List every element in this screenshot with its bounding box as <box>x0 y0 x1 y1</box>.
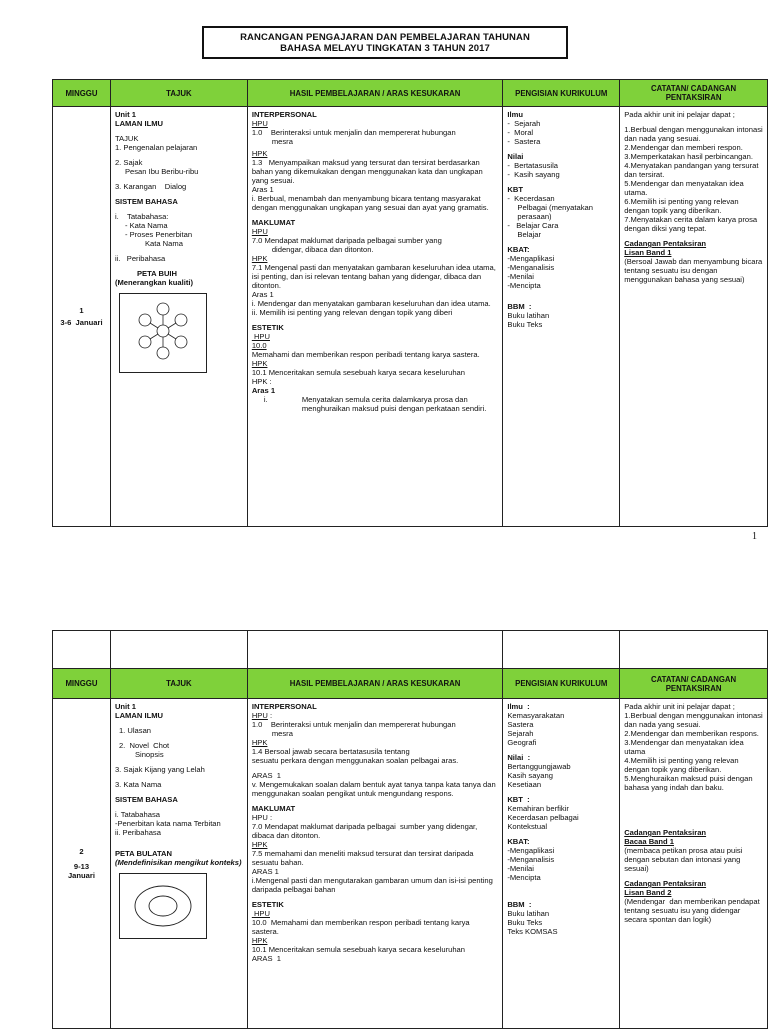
catatan-item: 7.Menyatakan cerita dalam karya prosa dengan diksi yang tepat. <box>624 215 760 233</box>
nilai-heading: Nilai <box>507 152 524 161</box>
ilmu-item: Sejarah <box>507 729 534 738</box>
aras-item <box>252 395 499 413</box>
catatan-item: 2.Mendengar dan memberi respon. <box>624 143 743 152</box>
tajuk-label: TAJUK <box>114 134 139 143</box>
kbat-heading: KBAT: <box>507 245 530 254</box>
nilai-item: Bertanggungjawab <box>507 762 571 771</box>
kbt-item: Kemahiran berfikir <box>507 804 569 813</box>
hpk-text: 7.5 memahami dan meneliti maksud tersurat dan tersirat daripada sesuatu bahan. <box>251 849 476 867</box>
sistem-item: ii. Peribahasa <box>114 828 161 837</box>
document-title-box <box>202 26 568 59</box>
sistem-item: Kata Nama <box>144 239 183 248</box>
kbt-heading: KBT : <box>507 795 530 804</box>
hpu-text: 7.0 Mendapat maklumat daripada pelbagai sumber yang <box>251 236 442 245</box>
hpu-text: 10.0 Memahami dan memberikan respon peribadi tentang karya sastera. <box>251 918 472 936</box>
bubble-map-diagram <box>119 293 207 373</box>
week-number: 1 <box>79 306 84 315</box>
blank-cell <box>247 631 503 669</box>
aras-label: ARAS 1 <box>251 867 279 876</box>
hpk-label: HPK <box>251 149 268 158</box>
table-header-row <box>53 80 768 107</box>
blank-cell <box>53 631 111 669</box>
kbat-item: -Mencipta <box>507 281 541 290</box>
blank-cell <box>110 631 247 669</box>
kbt-item: - Kecerdasan <box>507 194 555 203</box>
week-date: Januari <box>67 871 95 880</box>
nilai-heading: Nilai : <box>507 753 531 762</box>
interpersonal-heading: INTERPERSONAL <box>251 110 317 119</box>
sistem-bahasa-heading: SISTEM BAHASA <box>114 197 178 206</box>
tajuk-item: 3. Sajak Kijang yang Lelah <box>114 765 205 774</box>
hpk-text: 1.4 Bersoal jawab secara bertatasusila tentang <box>251 747 410 756</box>
lisan-band: Lisan Band 2 <box>624 888 672 897</box>
ilmu-item: Geografi <box>507 738 537 747</box>
blank-cell <box>620 631 768 669</box>
header-hasil: HASIL PEMBELAJARAN / ARAS KESUKARAN <box>247 669 503 699</box>
peta-heading: PETA BULATAN <box>114 849 173 858</box>
header-catatan: CATATAN/ CADANGAN PENTAKSIRAN <box>620 669 768 699</box>
lisan-text: (Bersoal Jawab dan menyambung bicara tentang sesuatu isu dengan menggunakan bahasa yang sesuai) <box>624 257 765 284</box>
bbm-item: Teks KOMSAS <box>507 927 558 936</box>
hpu-text: 1.0 Berinteraksi untuk menjalin dan mempererat hubungan <box>251 720 456 729</box>
hpu-text: mesra <box>271 137 293 146</box>
kbt-item: Belajar <box>517 230 542 239</box>
hpu-label: HPU : <box>251 813 273 822</box>
rpt-table-week-2 <box>52 630 768 1029</box>
aras-label: ARAS 1 <box>251 771 281 780</box>
bacaan-band: Bacaa Band 1 <box>624 837 675 846</box>
kbat-item: -Mengaplikasi <box>507 846 555 855</box>
aras-marker: i. <box>263 395 268 404</box>
hpu-label: HPU <box>251 711 268 720</box>
lisan-band: Lisan Band 1 <box>624 248 672 257</box>
header-catatan: CATATAN/ CADANGAN PENTAKSIRAN <box>620 80 768 107</box>
kbat-item: -Mengaplikasi <box>507 254 555 263</box>
kbt-heading: KBT <box>507 185 523 194</box>
aras-text: ii. Memilih isi penting yang relevan dengan topik yang diberi <box>251 308 453 317</box>
ilmu-heading: Ilmu <box>507 110 523 119</box>
bbm-item: Buku Teks <box>507 320 543 329</box>
hpk-label: HPK : <box>251 377 272 386</box>
catatan-intro: Pada akhir unit ini pelajar dapat ; <box>624 110 735 119</box>
catatan-item: 3.Memperkatakan hasil perbincangan. <box>624 152 753 161</box>
unit-title: LAMAN ILMU <box>114 119 164 128</box>
hpk-label: HPK <box>251 840 268 849</box>
header-minggu: MINGGU <box>53 669 111 699</box>
sistem-bahasa-heading: SISTEM BAHASA <box>114 795 178 804</box>
ilmu-item: - Sejarah <box>507 119 541 128</box>
bbm-item: Buku latihan <box>507 311 550 320</box>
catatan-item: 1.Berbual dengan menggunakan intonasi dan nada yang sesuai. <box>624 125 765 143</box>
hpu-text: didengar, dibaca dan ditonton. <box>271 245 374 254</box>
pengisian-cell <box>503 699 620 1029</box>
ilmu-heading: Ilmu : <box>507 702 530 711</box>
ilmu-item: Sastera <box>507 720 534 729</box>
catatan-item: 2.Mendengar dan memberikan respons. <box>624 729 759 738</box>
table-header-row <box>53 669 768 699</box>
header-tajuk: TAJUK <box>110 669 247 699</box>
catatan-cell <box>620 107 768 527</box>
aras-text: i. Berbual, menambah dan menyambung bicara tentang masyarakat dengan menggunakan ungkapan yang sesuai dan ayat yang gramatis. <box>251 194 489 212</box>
hpu-label: HPU <box>251 119 268 128</box>
ilmu-item: - Sastera <box>507 137 541 146</box>
blank-row <box>53 631 768 669</box>
hpk-text: 10.1 Menceritakan semula sesebuah karya secara keseluruhan <box>251 368 465 377</box>
interpersonal-heading: INTERPERSONAL <box>251 702 317 711</box>
pengisian-cell <box>503 107 620 527</box>
aras-label: Aras 1 <box>251 290 274 299</box>
hpk-label: HPK <box>251 936 268 945</box>
hpk-text: sesuatu perkara dengan menggunakan soalan pelbagai aras. <box>251 756 459 765</box>
sistem-item: - Proses Penerbitan <box>124 230 193 239</box>
estetik-heading: ESTETIK <box>251 323 284 332</box>
hpu-label: HPU <box>251 332 270 341</box>
tajuk-cell <box>110 699 247 1029</box>
header-minggu: MINGGU <box>53 80 111 107</box>
blank-cell <box>503 631 620 669</box>
catatan-item: 4.Menyatakan pandangan yang tersurat dan tersirat. <box>624 161 761 179</box>
rpt-table-week-1 <box>52 79 768 527</box>
sistem-item: i. Tatabahasa: <box>114 212 169 221</box>
tajuk-item: 2. Novel Chot <box>118 741 170 750</box>
header-tajuk: TAJUK <box>110 80 247 107</box>
hpk-text: 10.1 Menceritakan semula sesebuah karya secara keseluruhan <box>251 945 465 954</box>
bbm-heading: BBM : <box>507 900 532 909</box>
page-number: 1 <box>752 531 757 542</box>
bacaan-text: (membaca petikan prosa atau puisi dengan sebutan dan intonasi yang sesuai) <box>624 846 745 873</box>
sistem-item: ii. Peribahasa <box>114 254 166 263</box>
tajuk-item: 3. Karangan Dialog <box>114 182 187 191</box>
unit-title: LAMAN ILMU <box>114 711 164 720</box>
catatan-item: 6.Memilih isi penting yang relevan dengan topik yang diberikan. <box>624 197 741 215</box>
hpu-text: mesra <box>271 729 293 738</box>
tajuk-item: Pesan Ibu Beribu-ribu <box>124 167 199 176</box>
hpk-text: 1.3 Menyampaikan maksud yang tersurat dan tersirat berdasarkan bahan yang dikemukakan dengan menggunakan kata dan ungkapan yang sesuai. <box>251 158 485 185</box>
title-line-2: BAHASA MELAYU TINGKATAN 3 TAHUN 2017 <box>280 43 490 54</box>
hpk-label: HPK <box>251 359 268 368</box>
sistem-item: -Penerbitan kata nama Terbitan <box>114 819 221 828</box>
tajuk-item: 1. Ulasan <box>118 726 152 735</box>
hpu-number: 10.0 <box>251 341 267 350</box>
estetik-heading: ESTETIK <box>251 900 284 909</box>
hpu-text: 1.0 Berinteraksi untuk menjalin dan mempererat hubungan <box>251 128 456 137</box>
catatan-item: 3.Mendengar dan menyatakan idea utama <box>624 738 746 756</box>
cadangan-heading: Cadangan Pentaksiran <box>624 828 707 837</box>
header-pengisian: PENGISIAN KURIKULUM <box>503 80 620 107</box>
hpu-text: 7.0 Mendapat maklumat daripada pelbagai sumber yang didengar, dibaca dan ditonton. <box>251 822 480 840</box>
hpk-text: 7.1 Mengenal pasti dan menyatakan gambaran keseluruhan idea utama, isi penting, dan isi relevan tentang bahan yang didengar, dibaca dan ditonton. <box>251 263 498 290</box>
tajuk-item: 3. Kata Nama <box>114 780 162 789</box>
aras-text: v. Mengemukakan soalan dalam bentuk ayat tanya tanpa kata tanya dan menggunakan soalan pengikat untuk mengundang respons. <box>251 780 498 798</box>
catatan-intro: Pada akhir unit ini pelajar dapat ; <box>624 702 735 711</box>
kbt-item: - Belajar Cara <box>507 221 559 230</box>
tajuk-item: Sinopsis <box>134 750 164 759</box>
catatan-item: 5.Menghuraikan maksud puisi dengan bahasa yang indah dan baku. <box>624 774 755 792</box>
hpk-label: HPK <box>251 254 268 263</box>
hpu-colon: : <box>267 711 273 720</box>
title-line-1: RANCANGAN PENGAJARAN DAN PEMBELAJARAN TAHUNAN <box>240 32 530 43</box>
hasil-cell <box>247 107 503 527</box>
cadangan-heading: Cadangan Pentaksiran <box>624 879 707 888</box>
unit-label: Unit 1 <box>114 702 137 711</box>
circle-map-diagram <box>119 873 207 939</box>
hasil-cell <box>247 699 503 1029</box>
week-date: 3-6 Januari <box>60 318 103 327</box>
sistem-item: - Kata Nama <box>124 221 168 230</box>
kbat-item: -Menganalisis <box>507 855 555 864</box>
hpu-label: HPU <box>251 227 268 236</box>
nilai-item: Kesetiaan <box>507 780 542 789</box>
table-row <box>53 699 768 1029</box>
sistem-item: i. Tatabahasa <box>114 810 160 819</box>
tajuk-item: 1. Pengenalan pelajaran <box>114 143 198 152</box>
lisan-text: (Mendengar dan memberikan pendapat tentang sesuatu isu yang didengar secara spontan dan logik) <box>624 897 762 924</box>
aras-text: Menyatakan semula cerita dalamkarya prosa dan menghuraikan maksud puisi dengan perkataan sendiri. <box>301 395 487 413</box>
ilmu-item: Kemasyarakatan <box>507 711 565 720</box>
week-date: 9-13 <box>73 862 90 871</box>
hpu-label: HPU <box>251 909 270 918</box>
bbm-item: Buku latihan <box>507 909 550 918</box>
bbm-item: Buku Teks <box>507 918 543 927</box>
tajuk-item: 2. Sajak <box>114 158 143 167</box>
aras-label: Aras 1 <box>251 386 276 395</box>
peta-subheading: (Menerangkan kualiti) <box>114 278 193 287</box>
kbt-item: Kontekstual <box>507 822 548 831</box>
catatan-cell <box>620 699 768 1029</box>
kbat-heading: KBAT: <box>507 837 530 846</box>
table-row <box>53 107 768 527</box>
header-hasil: HASIL PEMBELAJARAN / ARAS KESUKARAN <box>247 80 503 107</box>
catatan-item: 5.Mendengar dan menyatakan idea utama. <box>624 179 746 197</box>
nilai-item: Kasih sayang <box>507 771 553 780</box>
kbt-item: Pelbagai (menyatakan perasaan) <box>517 203 593 221</box>
kbat-item: -Mencipta <box>507 873 541 882</box>
kbat-item: -Menganalisis <box>507 263 555 272</box>
bbm-heading: BBM : <box>507 302 532 311</box>
catatan-item: 1.Berbual dengan menggunakan intonasi dan nada yang sesuai. <box>624 711 765 729</box>
maklumat-heading: MAKLUMAT <box>251 218 296 227</box>
kbat-item: -Menilai <box>507 864 534 873</box>
week-number: 2 <box>79 847 84 856</box>
kbat-item: -Menilai <box>507 272 534 281</box>
kbt-item: Kecerdasan pelbagai <box>507 813 579 822</box>
cadangan-heading: Cadangan Pentaksiran <box>624 239 707 248</box>
aras-text: i. Mendengar dan menyatakan gambaran keseluruhan dan idea utama. <box>251 299 491 308</box>
aras-label: ARAS 1 <box>251 954 281 963</box>
aras-label: Aras 1 <box>251 185 274 194</box>
aras-text: i.Mengenal pasti dan mengutarakan gambaran umum dan isi-isi penting daripada pelbagai bahan <box>251 876 495 894</box>
hpk-label: HPK <box>251 738 268 747</box>
catatan-item: 4.Memilih isi penting yang relevan dengan topik yang diberikan. <box>624 756 741 774</box>
peta-heading: PETA BUIH <box>136 269 178 278</box>
maklumat-heading: MAKLUMAT <box>251 804 296 813</box>
ilmu-item: - Moral <box>507 128 534 137</box>
minggu-cell <box>53 699 111 1029</box>
hpu-text: Memahami dan memberikan respon peribadi tentang karya sastera. <box>251 350 480 359</box>
minggu-cell <box>53 107 111 527</box>
nilai-item: - Bertatasusila <box>507 161 559 170</box>
tajuk-cell <box>110 107 247 527</box>
unit-label: Unit 1 <box>114 110 137 119</box>
nilai-item: - Kasih sayang <box>507 170 560 179</box>
peta-subheading: (Mendefinisikan mengikut konteks) <box>114 858 242 867</box>
header-pengisian: PENGISIAN KURIKULUM <box>503 669 620 699</box>
